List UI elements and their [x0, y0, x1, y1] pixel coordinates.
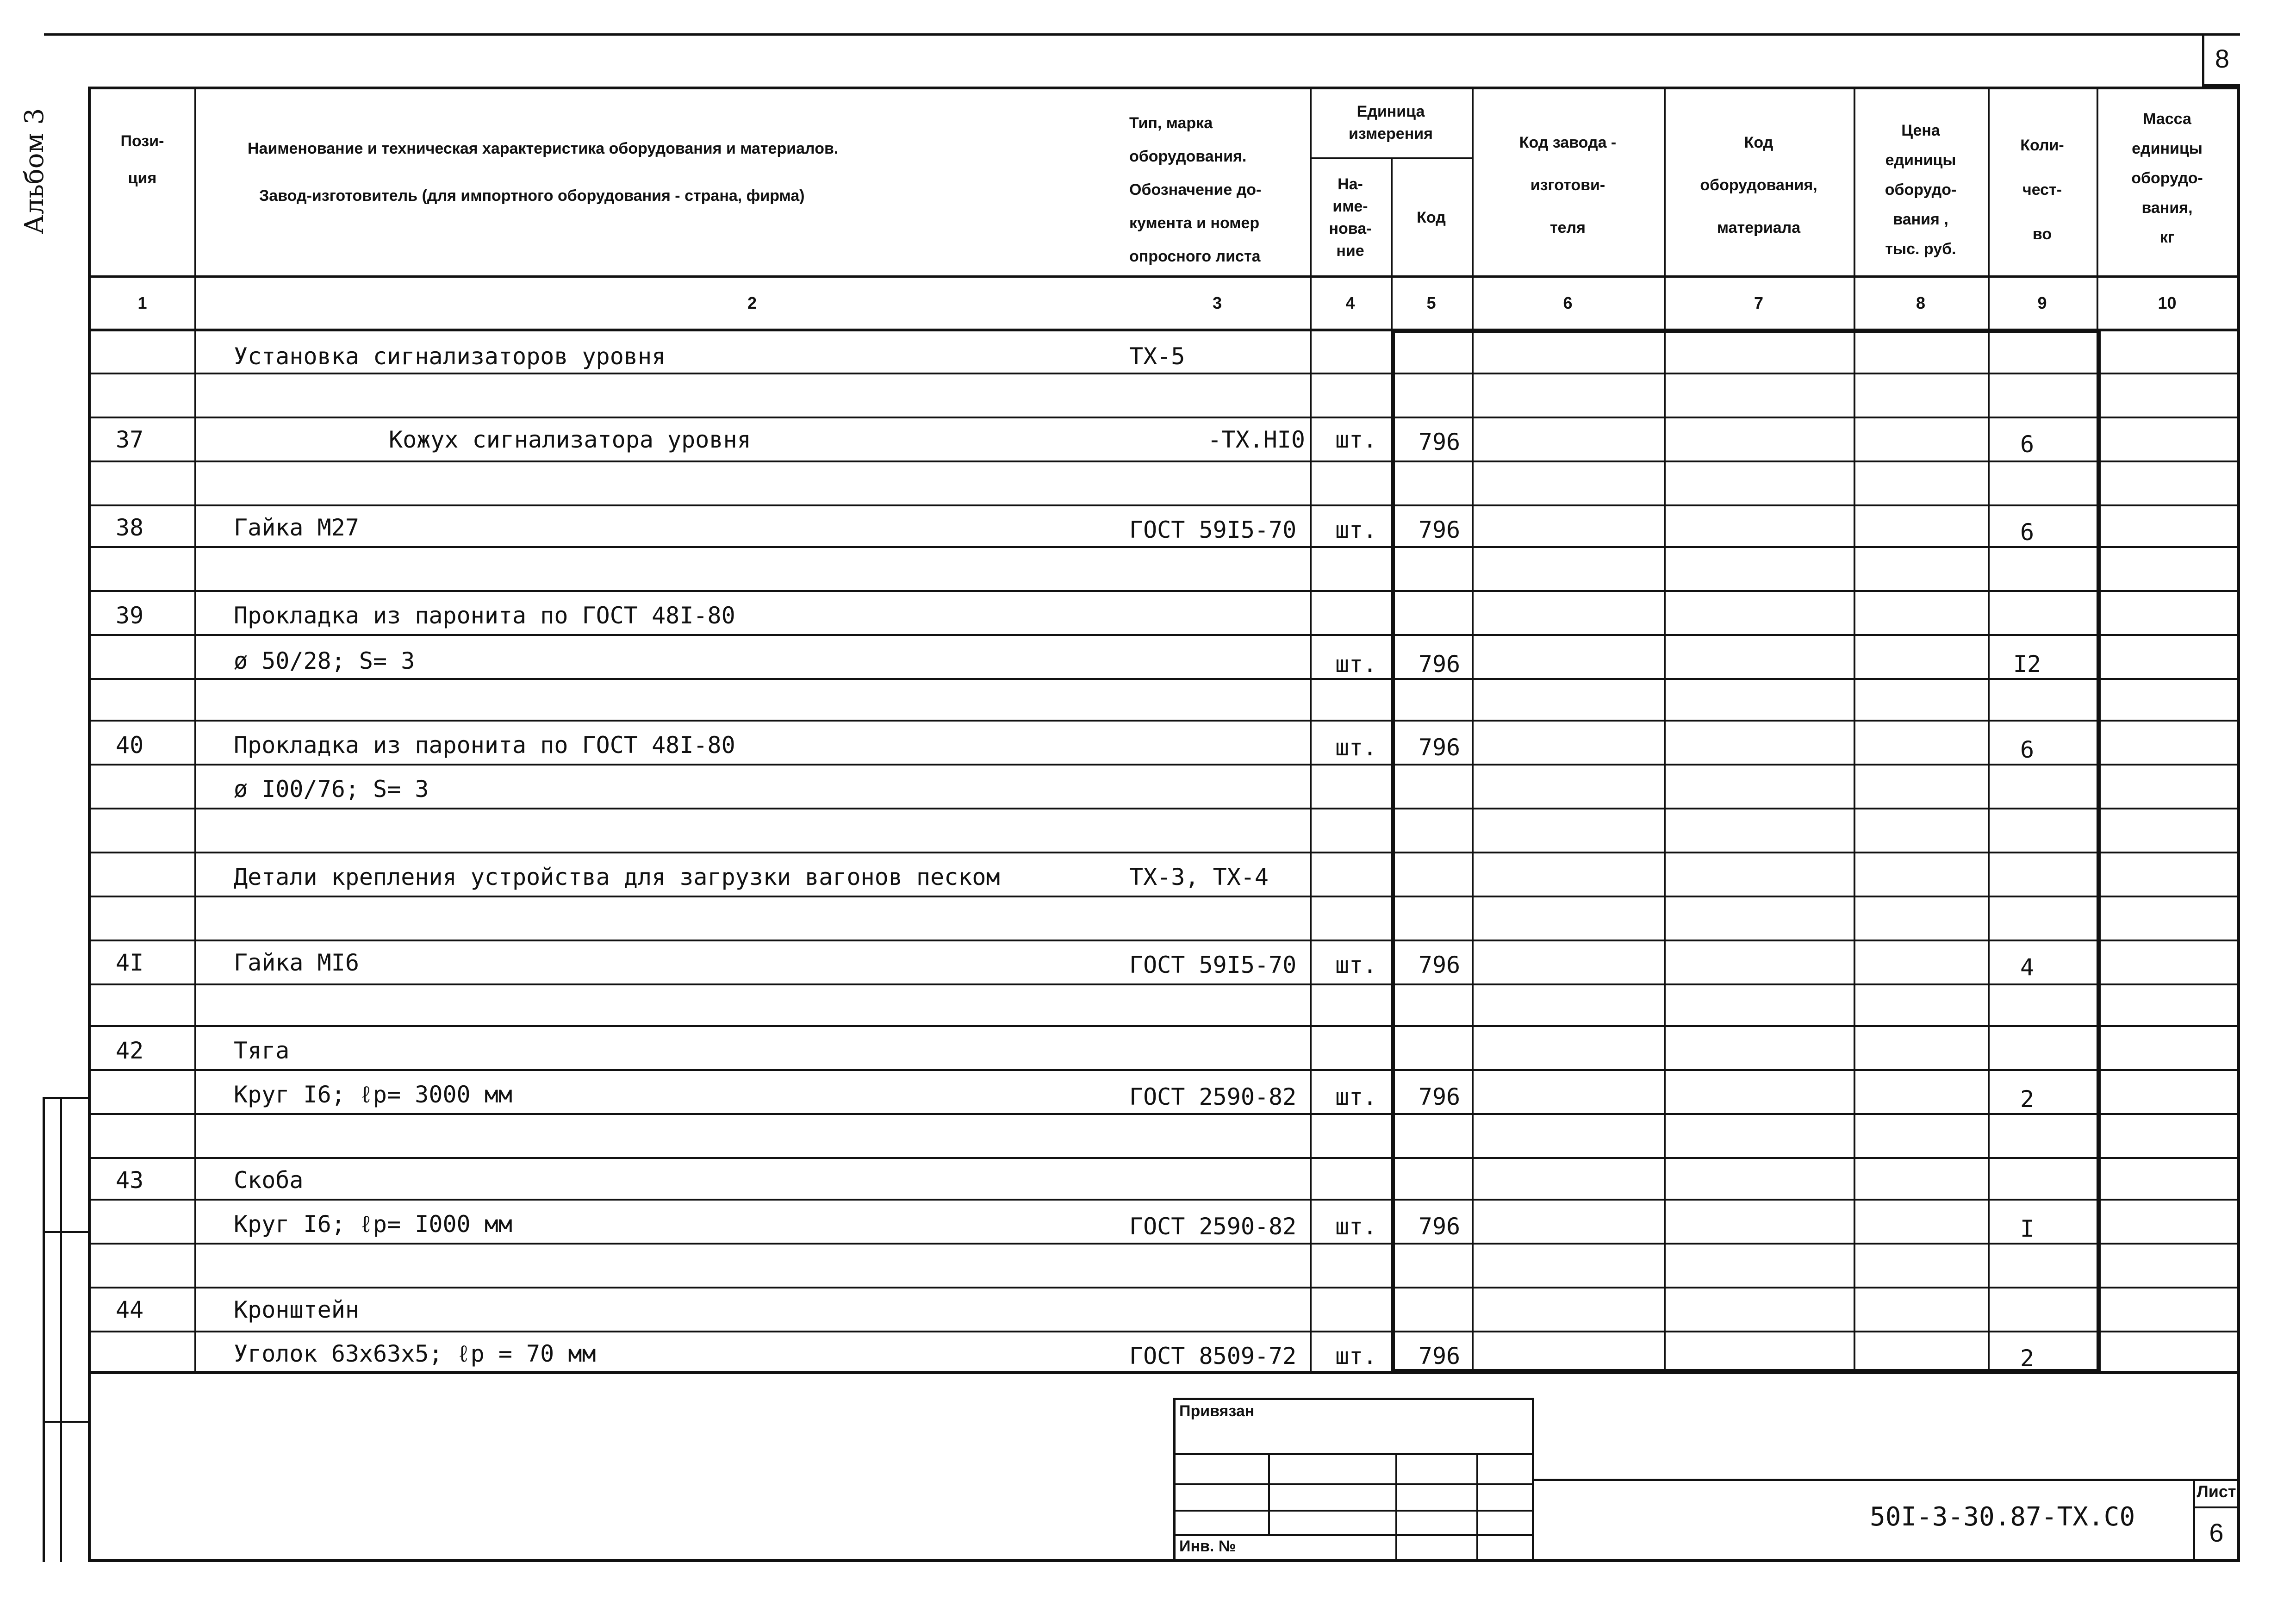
row-pos: 40 [116, 732, 144, 759]
row-pos: 43 [116, 1167, 144, 1194]
header-name-line1: Наименование и техническая характеристика оборудования и материалов. [248, 140, 839, 157]
row-code: 796 [1418, 429, 1461, 455]
col-line [1472, 87, 1474, 1371]
row-code: 796 [1418, 651, 1461, 678]
row-doc: ГОСТ 2590-82 [1129, 1083, 1297, 1110]
row-doc: ГОСТ 59I5-70 [1129, 952, 1297, 978]
row-code: 796 [1418, 517, 1461, 543]
row-name: ø 50/28; S= 3 [234, 647, 415, 674]
col-line [194, 87, 196, 1371]
col-line-thick [2097, 330, 2101, 1371]
row-qty: I2 [2013, 651, 2041, 678]
header-type: Тип, марка оборудования. Обозначение до- кумента и номер опросного листа [1129, 114, 1262, 265]
row-line [88, 417, 2240, 418]
margin-stamp-line [43, 1097, 45, 1562]
header-factory-code: Код завода - изготови- теля [1519, 134, 1617, 237]
album-label: Альбом 3 [19, 108, 50, 235]
header-name-line2: Завод-изготовитель (для импортного оборудования - страна, фирма) [259, 187, 805, 205]
header-unit-group: Единица измерения [1349, 103, 1433, 143]
header-mass: Масса единицы оборудо- вания, кг [2131, 110, 2203, 246]
row-doc: -ТХ.НI0 [1207, 426, 1305, 453]
row-name: Детали крепления устройства для загрузки вагонов песком [234, 864, 1000, 890]
col-line [1664, 87, 1666, 1371]
row-doc: ТХ-3, ТХ-4 [1129, 864, 1269, 890]
row-line [88, 852, 2240, 853]
docno-top-line [1534, 1479, 2240, 1481]
row-name: Круг I6; ℓp= I000 мм [234, 1211, 512, 1238]
row-unit: шт. [1335, 1083, 1377, 1110]
row-pos: 39 [116, 602, 144, 629]
col-line-thick [1391, 330, 1395, 1371]
stamp-line [1395, 1453, 1397, 1562]
colnum-9: 9 [2037, 293, 2047, 312]
row-code: 796 [1418, 1213, 1461, 1240]
colnum-6: 6 [1563, 293, 1573, 312]
row-line [88, 1113, 2240, 1115]
row-unit: шт. [1335, 1213, 1377, 1240]
row-name: Гайка М27 [234, 514, 359, 541]
row-doc: ГОСТ 59I5-70 [1129, 517, 1297, 543]
stamp-line [1173, 1534, 1534, 1536]
row-unit: шт. [1335, 734, 1377, 761]
col-line [1854, 87, 1855, 1371]
row-name: Кронштейн [234, 1296, 359, 1323]
stamp-inv-no: Инв. № [1179, 1537, 1236, 1555]
row-line [88, 504, 2240, 506]
document-number: 50I-3-30.87-ТХ.С0 [1870, 1502, 2135, 1532]
header-unit-code: Код [1417, 209, 1446, 226]
sheet-number: 6 [2209, 1518, 2224, 1547]
row-pos: 37 [116, 426, 144, 453]
row-name: Тяга [234, 1037, 290, 1064]
row-line [88, 546, 2240, 548]
row-line [88, 808, 2240, 809]
row-line [88, 940, 2240, 941]
row-line [88, 634, 2240, 636]
row-doc: ГОСТ 8509-72 [1129, 1343, 1297, 1369]
row-name: Установка сигнализаторов уровня [234, 343, 666, 370]
page-number: 8 [2202, 33, 2240, 87]
row-line [88, 1243, 2240, 1245]
row-line [88, 373, 2240, 374]
row-line [88, 1025, 2240, 1027]
col-line [1310, 87, 1312, 1371]
margin-stamp-line [43, 1421, 88, 1423]
stamp-privyazan: Привязан [1179, 1402, 1255, 1420]
row-code: 796 [1418, 1083, 1461, 1110]
row-unit: шт. [1335, 651, 1377, 678]
row-pos: 44 [116, 1296, 144, 1323]
colnum-8: 8 [1916, 293, 1926, 312]
sheet-label: Лист [2196, 1482, 2236, 1501]
row-line [88, 720, 2240, 722]
row-qty: 6 [2020, 431, 2035, 458]
colnum-7: 7 [1754, 293, 1764, 312]
row-qty: 2 [2020, 1086, 2035, 1113]
header-equipment-code: Код оборудования, материала [1700, 134, 1817, 237]
stamp-line [1173, 1510, 1534, 1512]
row-name: Гайка МI6 [234, 949, 359, 976]
row-code: 796 [1418, 952, 1461, 978]
row-line [88, 1069, 2240, 1071]
stamp-line [1173, 1483, 1534, 1485]
row-unit: шт. [1335, 517, 1377, 543]
colnum-5: 5 [1426, 293, 1436, 312]
row-doc: ГОСТ 2590-82 [1129, 1213, 1297, 1240]
row-qty: I [2020, 1215, 2035, 1242]
row-line [88, 1287, 2240, 1288]
row-line [88, 983, 2240, 985]
row-line [88, 1331, 2240, 1332]
margin-stamp-line [43, 1097, 88, 1099]
col-line [1988, 87, 1990, 1371]
row-name: Кожух сигнализатора уровня [389, 426, 751, 453]
row-line [88, 896, 2240, 897]
row-line [88, 590, 2240, 592]
row-doc: ТХ-5 [1129, 343, 1185, 370]
col-line [2238, 87, 2240, 1371]
colnum-10: 10 [2158, 293, 2177, 312]
row-line [88, 1199, 2240, 1201]
row-code: 796 [1418, 1343, 1461, 1369]
header-price: Цена единицы оборудо- вания , тыс. руб. [1885, 122, 1957, 258]
row-line [88, 764, 2240, 766]
header-position: Пози- ция [120, 132, 164, 187]
colnum-4: 4 [1345, 293, 1355, 312]
thick-box-bottom [1391, 1369, 2101, 1372]
stamp-line [1173, 1453, 1534, 1455]
row-qty: 6 [2020, 519, 2035, 546]
stamp-line [1476, 1453, 1478, 1562]
row-unit: шт. [1335, 952, 1377, 978]
row-line [88, 1157, 2240, 1159]
margin-stamp-line [60, 1097, 62, 1562]
colnum-1: 1 [137, 293, 147, 312]
row-line [88, 678, 2240, 680]
row-name: Прокладка из паронита по ГОСТ 48I-80 [234, 602, 735, 629]
thick-box-top [1391, 330, 2101, 333]
header-bottom-line [88, 275, 2240, 278]
row-pos: 4I [116, 949, 144, 976]
sheet-box-line [2193, 1506, 2240, 1508]
header-quantity: Коли- чест- во [2020, 137, 2064, 243]
row-name: Круг I6; ℓp= 3000 мм [234, 1081, 512, 1108]
row-unit: шт. [1335, 426, 1377, 453]
row-pos: 42 [116, 1037, 144, 1064]
row-code: 796 [1418, 734, 1461, 761]
header-unit-name: На- име- нова- ние [1329, 175, 1372, 260]
row-qty: 2 [2020, 1345, 2035, 1372]
row-unit: шт. [1335, 1343, 1377, 1369]
stamp-line [1268, 1453, 1270, 1534]
row-name: Прокладка из паронита по ГОСТ 48I-80 [234, 732, 735, 759]
row-qty: 4 [2020, 954, 2035, 981]
row-line [88, 461, 2240, 462]
top-rule [44, 33, 2240, 36]
row-name: ø I00/76; S= 3 [234, 776, 429, 803]
row-qty: 6 [2020, 736, 2035, 763]
margin-stamp-line [43, 1231, 88, 1233]
row-pos: 38 [116, 514, 144, 541]
row-name: Скоба [234, 1167, 304, 1194]
row-name: Уголок 63х63х5; ℓp = 70 мм [234, 1340, 596, 1367]
colnum-2: 2 [747, 293, 757, 312]
colnum-3: 3 [1212, 293, 1222, 312]
